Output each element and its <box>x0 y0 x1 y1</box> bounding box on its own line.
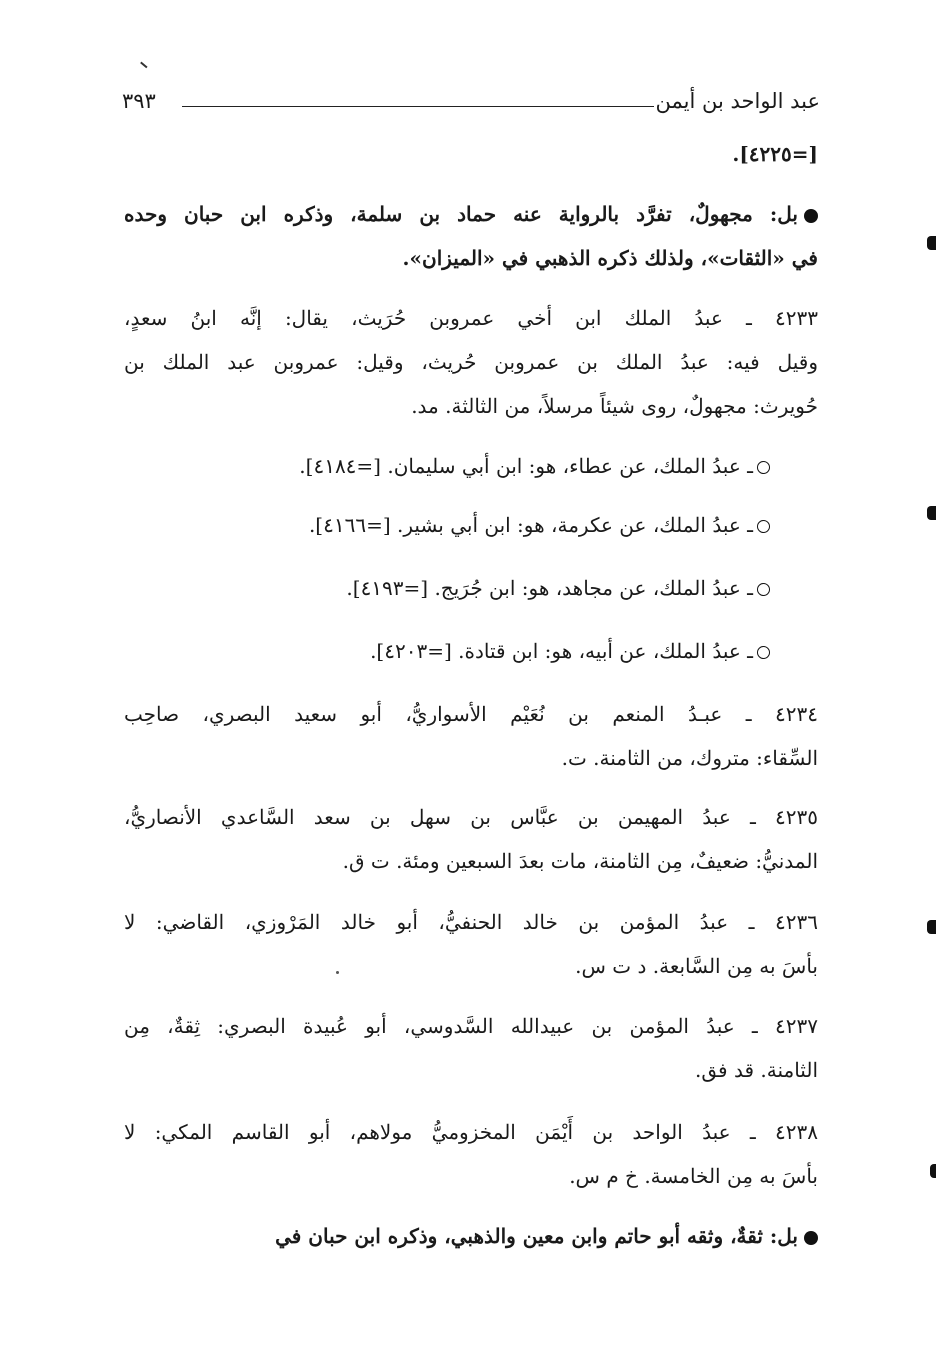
text-line <box>124 1048 818 1092</box>
line-text: ٤٢٣٦ ـ عبدُ المؤمن بن خالد الحنفيُّ، أبو خالد المَرْوزي، القاضي: لا <box>124 910 818 934</box>
line-text: ٤٢٣٥ ـ عبدُ المهيمن بن عبَّاس بن سهل بن سعد السَّاعدي الأنصاريُّ، <box>124 805 818 829</box>
entry-e4237 <box>124 1004 818 1092</box>
line-text: بأسَ به مِن السَّابعة. د ت س. <box>575 954 818 978</box>
text-line <box>124 1110 818 1154</box>
text-line <box>124 944 818 988</box>
entry-e4233 <box>124 296 818 428</box>
entry-note2 <box>124 1214 818 1258</box>
entry-e4235 <box>124 795 818 883</box>
line-text: [=٤٢٢٥]. <box>732 142 818 166</box>
text-line <box>124 1214 818 1258</box>
text-line <box>124 839 818 883</box>
margin-mark <box>927 506 936 520</box>
line-text: المدنيُّ: ضعيفٌ، مِن الثامنة، مات بعدَ السبعين ومئة. ت ق. <box>342 849 818 873</box>
header-rule <box>182 106 654 107</box>
entry-e4238 <box>124 1110 818 1198</box>
text-line <box>124 900 818 944</box>
text-line <box>124 340 818 384</box>
text-line <box>124 296 818 340</box>
margin-mark <box>930 1164 936 1178</box>
line-text: ٤٢٣٨ ـ عبدُ الواحد بن أَيْمَن المخزوميُّ مولاهم، أبو القاسم المكي: لا <box>124 1120 818 1144</box>
line-text: ـ عبدُ الملك، عن عطاء، هو: ابن أبي سليمان. [=٤١٨٤]. <box>299 454 753 478</box>
line-text: حُويرث: مجهولٌ، روى شيئاً مرسلاً، من الثالثة. مد. <box>411 394 818 418</box>
running-header <box>122 86 820 120</box>
line-text: ـ عبدُ الملك، عن مجاهد، هو: ابن جُرَيج. [=٤١٩٣]. <box>346 576 753 600</box>
text-line <box>124 384 818 428</box>
line-text: في «الثقات»، ولذلك ذكره الذهبي في «الميزان». <box>402 246 818 270</box>
bullet-icon <box>804 209 818 223</box>
text-line <box>124 132 818 176</box>
line-text: ـ عبدُ الملك، عن عكرمة، هو: ابن أبي بشير. [=٤١٦٦]. <box>308 513 753 537</box>
line-text: ٤٢٣٤ ـ عبـدُ المنعم بن نُعَيْم الأسواريُّ، أبو سعيد البصري، صاحِب <box>124 702 818 726</box>
line-text: السِّقاء: متروك، من الثامنة. ت. <box>561 746 818 770</box>
text-line <box>124 566 818 610</box>
line-text: بل: مجهولٌ، تفرَّد بالرواية عنه حماد بن سلمة، وذكره ابن حبان وحده <box>124 202 798 226</box>
text-line <box>124 692 818 736</box>
circle-marker-icon <box>757 646 770 659</box>
text-line <box>124 192 818 236</box>
text-line <box>124 444 818 488</box>
entry-ref2 <box>124 503 818 547</box>
header-title: عبد الواحد بن أيمن <box>655 89 820 113</box>
text-line <box>124 629 818 673</box>
text-line <box>124 503 818 547</box>
margin-mark <box>927 920 936 934</box>
line-text: بل: ثقةٌ، وثقه أبو حاتم وابن معين والذهبي، وذكره ابن حبان في <box>275 1224 798 1248</box>
circle-marker-icon <box>757 461 770 474</box>
ink-speck <box>336 971 339 974</box>
line-text: بأسَ به مِن الخامسة. خ م س. <box>569 1164 818 1188</box>
circle-marker-icon <box>757 583 770 596</box>
entry-e4234 <box>124 692 818 780</box>
page-number: ٣٩٣ <box>122 89 156 113</box>
text-line <box>124 736 818 780</box>
text-line <box>124 1154 818 1198</box>
entry-note1 <box>124 192 818 280</box>
entry-ref3 <box>124 566 818 610</box>
margin-mark <box>927 236 936 250</box>
line-text: الثامنة. قد فق. <box>695 1058 818 1082</box>
entry-e4236 <box>124 900 818 988</box>
bullet-icon <box>804 1231 818 1245</box>
line-text: ٤٢٣٧ ـ عبدُ المؤمن بن عبيدالله السَّدوسي، أبو عُبيدة البصري: ثِقةٌ، مِن <box>124 1014 818 1038</box>
entry-ref1 <box>124 444 818 488</box>
line-text: وقيل فيه: عبدُ الملك بن عمروبن حُريث، وقيل: عمروبن عبد الملك بن <box>124 350 818 374</box>
line-text: ـ عبدُ الملك، عن أبيه، هو: ابن قتادة. [=٤٢٠٣]. <box>370 639 753 663</box>
entry-ref4 <box>124 629 818 673</box>
stray-mark <box>140 62 147 68</box>
line-text: ٤٢٣٣ ـ عبدُ الملك ابن أخي عمروبن حُرَيث، يقال: إنَّه ابنُ سعدٍ، <box>124 306 818 330</box>
text-line <box>124 1004 818 1048</box>
text-line <box>124 236 818 280</box>
circle-marker-icon <box>757 520 770 533</box>
entry-cont <box>124 132 818 176</box>
text-line <box>124 795 818 839</box>
